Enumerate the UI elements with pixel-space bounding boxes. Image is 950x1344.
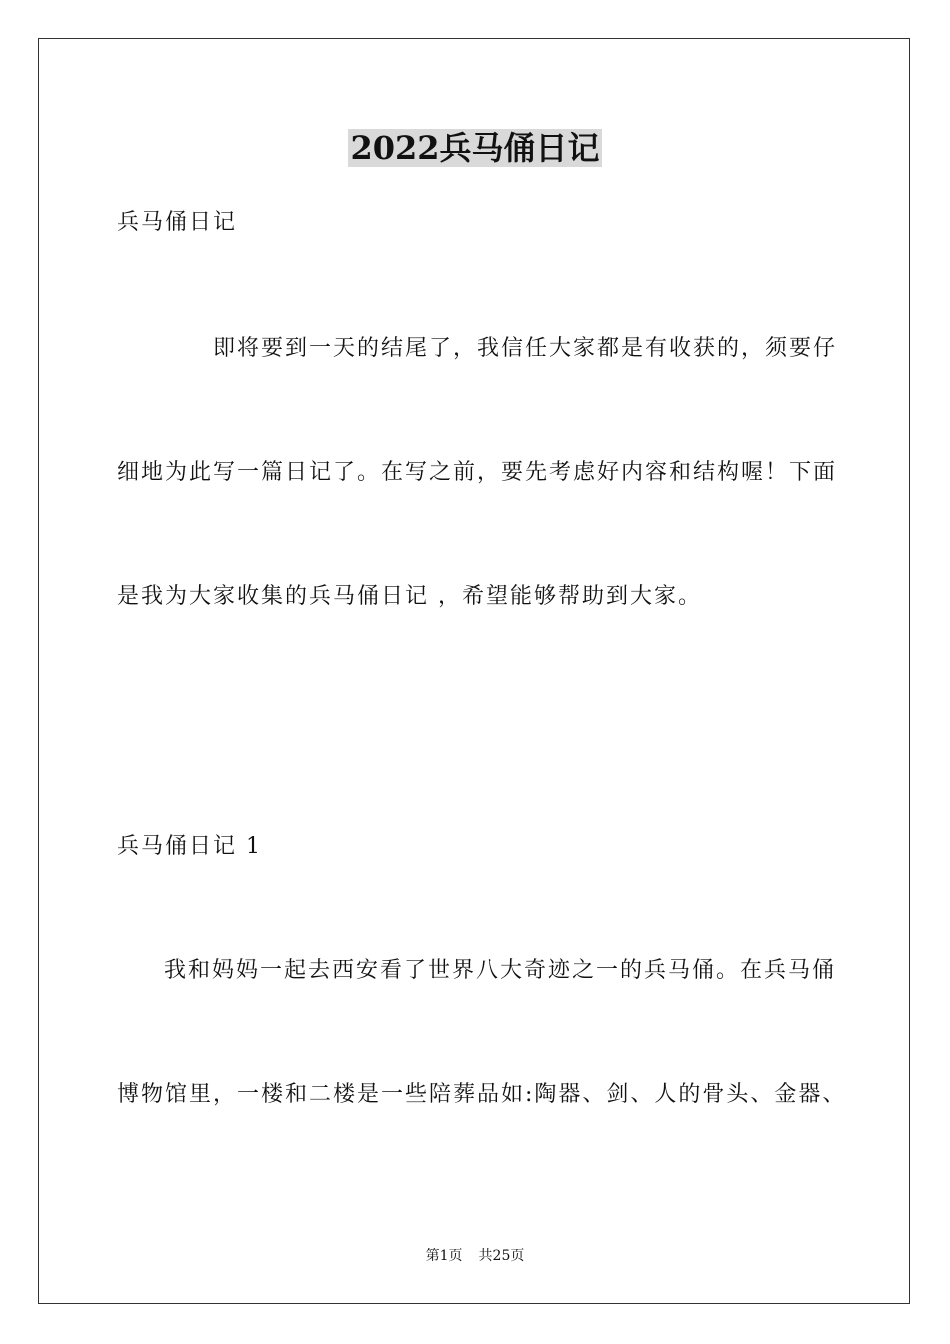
document-title (0, 128, 950, 168)
document-title-text: 2022兵马俑日记 (350, 129, 600, 167)
page-total: 共25页 (478, 1248, 525, 1264)
paragraph-line: 是我为大家收集的兵马俑日记 ，希望能够帮助到大家。 (117, 584, 702, 609)
paragraph-line: 即将要到一天的结尾了，我信任大家都是有收获的，须要仔 (213, 336, 838, 361)
paragraph-line: 细地为此写一篇日记了。在写之前，要先考虑好内容和结构喔！下面 (117, 460, 838, 485)
paragraph-line: 博物馆里，一楼和二楼是一些陪葬品如:陶器、剑、人的骨头、金器、 (117, 1082, 847, 1107)
page-number: 第1页 (425, 1248, 463, 1264)
page-footer (0, 1247, 950, 1265)
section-heading: 兵马俑日记 1 (117, 834, 262, 859)
section-heading: 兵马俑日记 (117, 210, 238, 235)
paragraph-line: 我和妈妈一起去西安看了世界八大奇迹之一的兵马俑。在兵马俑 (164, 958, 837, 983)
